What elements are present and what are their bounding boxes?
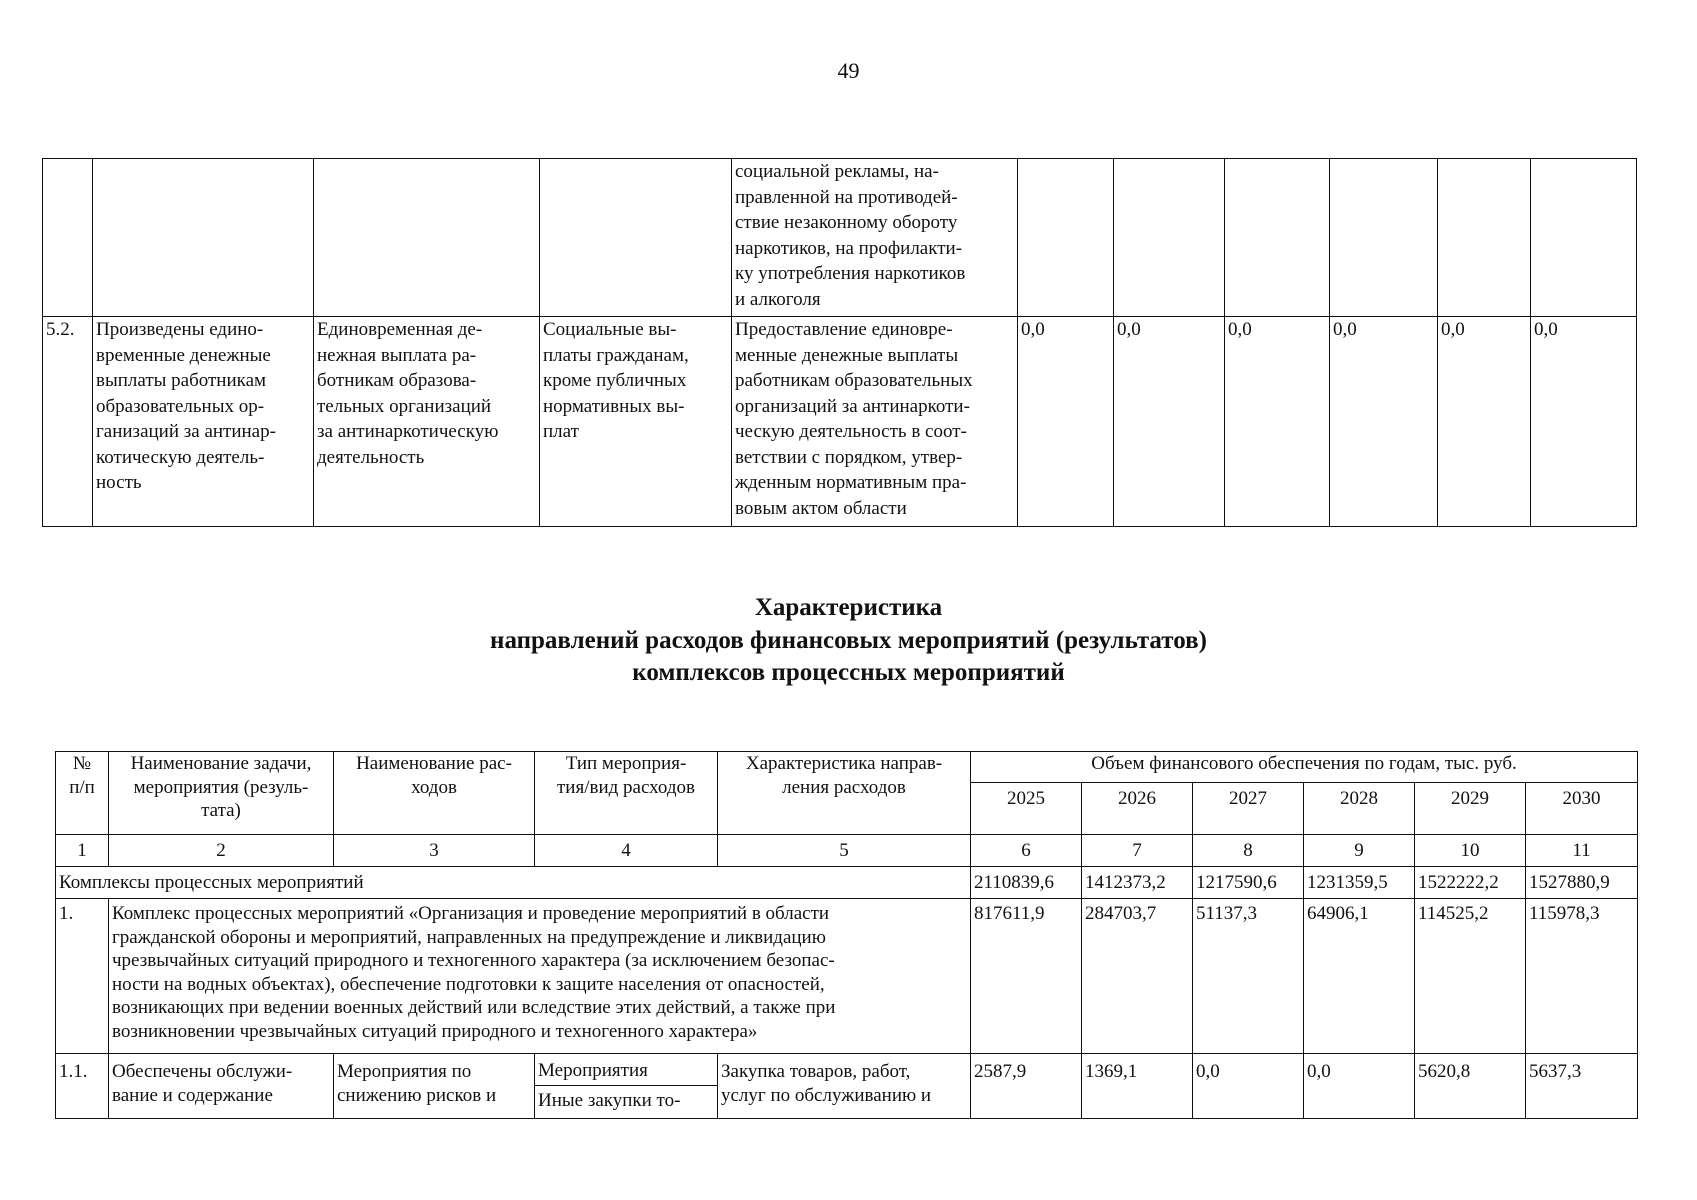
cell-number: 1. xyxy=(56,899,109,1054)
total-2030: 1527880,9 xyxy=(1526,867,1638,899)
cell-value-2025: 817611,9 xyxy=(971,899,1082,1054)
cell-value-2026: 0,0 xyxy=(1114,317,1225,527)
cell-value-2026: 1369,1 xyxy=(1082,1054,1193,1119)
page-number: 49 xyxy=(837,58,860,83)
activities-table-continued xyxy=(42,158,1637,527)
cell-empty xyxy=(1330,159,1438,317)
total-2027: 1217590,6 xyxy=(1193,867,1304,899)
index-cell: 11 xyxy=(1526,835,1638,867)
row-5-2 xyxy=(43,317,1637,527)
total-2026: 1412373,2 xyxy=(1082,867,1193,899)
header-funding: Объем финансового обеспечения по годам, тыс. руб. xyxy=(971,752,1638,783)
cell-empty xyxy=(540,159,732,317)
cell-value-2027: 51137,3 xyxy=(1193,899,1304,1054)
cell-value-2028: 64906,1 xyxy=(1304,899,1415,1054)
cell-empty xyxy=(93,159,314,317)
index-cell: 9 xyxy=(1304,835,1415,867)
total-2025: 2110839,6 xyxy=(971,867,1082,899)
event-type: Мероприятия xyxy=(535,1059,717,1086)
cell-complex-name: Комплекс процессных мероприятий «Организация и проведение мероприятий в области гражданской обороны и мероприятий, направленных на предупреждение и ликвидацию чрезвычайных ситуаций природного и техногенного характера (за исключением безопас- ности на водных объектах), обеспечение подготовки к защите населения от опасностей, возникающих при ведении военных действий или вследствие этих действий, а также при возникновении чрезвычайных ситуаций природного и техногенного характера» xyxy=(109,899,971,1054)
index-cell: 7 xyxy=(1082,835,1193,867)
cell-empty xyxy=(1438,159,1531,317)
header-year: 2028 xyxy=(1304,783,1415,835)
index-cell: 4 xyxy=(535,835,718,867)
cell-task: Обеспечены обслужи- вание и содержание xyxy=(109,1054,334,1119)
heading-line-2: направлений расходов финансовых мероприятий (результатов) xyxy=(490,626,1207,654)
expense-characteristics-table xyxy=(55,751,1638,1119)
header-year: 2027 xyxy=(1193,783,1304,835)
heading-line-3: комплексов процессных мероприятий xyxy=(632,659,1065,686)
cell-expense-type: Социальные вы- платы гражданам, кроме публичных нормативных вы- плат xyxy=(540,317,732,527)
cell-number: 5.2. xyxy=(43,317,93,527)
header-task: Наименование задачи, мероприятия (резуль- тата) xyxy=(109,752,334,835)
heading-line-1: Характеристика xyxy=(754,594,943,621)
cell-value-2029: 114525,2 xyxy=(1415,899,1526,1054)
cell-empty xyxy=(1531,159,1637,317)
header-row xyxy=(56,752,1638,783)
cell-value-2029: 0,0 xyxy=(1438,317,1531,527)
continued-row xyxy=(43,159,1637,317)
cell-empty xyxy=(1225,159,1330,317)
header-year: 2030 xyxy=(1526,783,1638,835)
cell-task: Произведены едино- временные денежные выплаты работникам образовательных ор- ганизаций за антинар- котическую деятель- ность xyxy=(93,317,314,527)
cell-number: 1.1. xyxy=(56,1054,109,1119)
total-2028: 1231359,5 xyxy=(1304,867,1415,899)
cell-value-2030: 0,0 xyxy=(1531,317,1637,527)
index-row xyxy=(56,835,1638,867)
cell-expense-name: Мероприятия по снижению рисков и xyxy=(334,1054,535,1119)
index-cell: 3 xyxy=(334,835,535,867)
cell-value-2030: 115978,3 xyxy=(1526,899,1638,1054)
header-year: 2029 xyxy=(1415,783,1526,835)
index-cell: 10 xyxy=(1415,835,1526,867)
total-label: Комплексы процессных мероприятий xyxy=(56,867,971,899)
cell-characteristic: Закупка товаров, работ, услуг по обслуживанию и xyxy=(718,1054,971,1119)
cell-value-2026: 284703,7 xyxy=(1082,899,1193,1054)
cell-value-2028: 0,0 xyxy=(1304,1054,1415,1119)
cell-empty xyxy=(43,159,93,317)
cell-value-2025: 0,0 xyxy=(1018,317,1114,527)
row-1 xyxy=(56,899,1638,1054)
cell-empty xyxy=(1114,159,1225,317)
cell-value-2027: 0,0 xyxy=(1225,317,1330,527)
total-row xyxy=(56,867,1638,899)
cell-value-2030: 5637,3 xyxy=(1526,1054,1638,1119)
cell-value-2028: 0,0 xyxy=(1330,317,1438,527)
header-num: № п/п xyxy=(56,752,109,835)
header-year: 2026 xyxy=(1082,783,1193,835)
total-2029: 1522222,2 xyxy=(1415,867,1526,899)
header-characteristic: Характеристика направ- ления расходов xyxy=(718,752,971,835)
index-cell: 8 xyxy=(1193,835,1304,867)
header-expense-type: Тип мероприя- тия/вид расходов xyxy=(535,752,718,835)
section-heading xyxy=(0,592,1697,690)
cell-characteristic: социальной рекламы, на- правленной на противодей- ствие незаконному обороту наркотиков, на профилакти- ку употребления наркотиков и алкоголя xyxy=(732,159,1018,317)
index-cell: 5 xyxy=(718,835,971,867)
cell-empty xyxy=(1018,159,1114,317)
cell-expense-type xyxy=(535,1054,718,1119)
header-expense-name: Наименование рас- ходов xyxy=(334,752,535,835)
index-cell: 2 xyxy=(109,835,334,867)
cell-value-2027: 0,0 xyxy=(1193,1054,1304,1119)
cell-characteristic: Предоставление единовре- менные денежные выплаты работникам образовательных организаций за антинаркоти- ческую деятельность в соот- ветствии с порядком, утвер- жденным нормативным пра- вовым актом области xyxy=(732,317,1018,527)
index-cell: 6 xyxy=(971,835,1082,867)
cell-value-2029: 5620,8 xyxy=(1415,1054,1526,1119)
cell-expense-name: Единовременная де- нежная выплата ра- ботникам образова- тельных организаций за антинаркотическую деятельность xyxy=(314,317,540,527)
expense-kind: Иные закупки то- xyxy=(538,1089,681,1111)
header-year: 2025 xyxy=(971,783,1082,835)
cell-empty xyxy=(314,159,540,317)
row-1-1 xyxy=(56,1054,1638,1119)
cell-value-2025: 2587,9 xyxy=(971,1054,1082,1119)
index-cell: 1 xyxy=(56,835,109,867)
